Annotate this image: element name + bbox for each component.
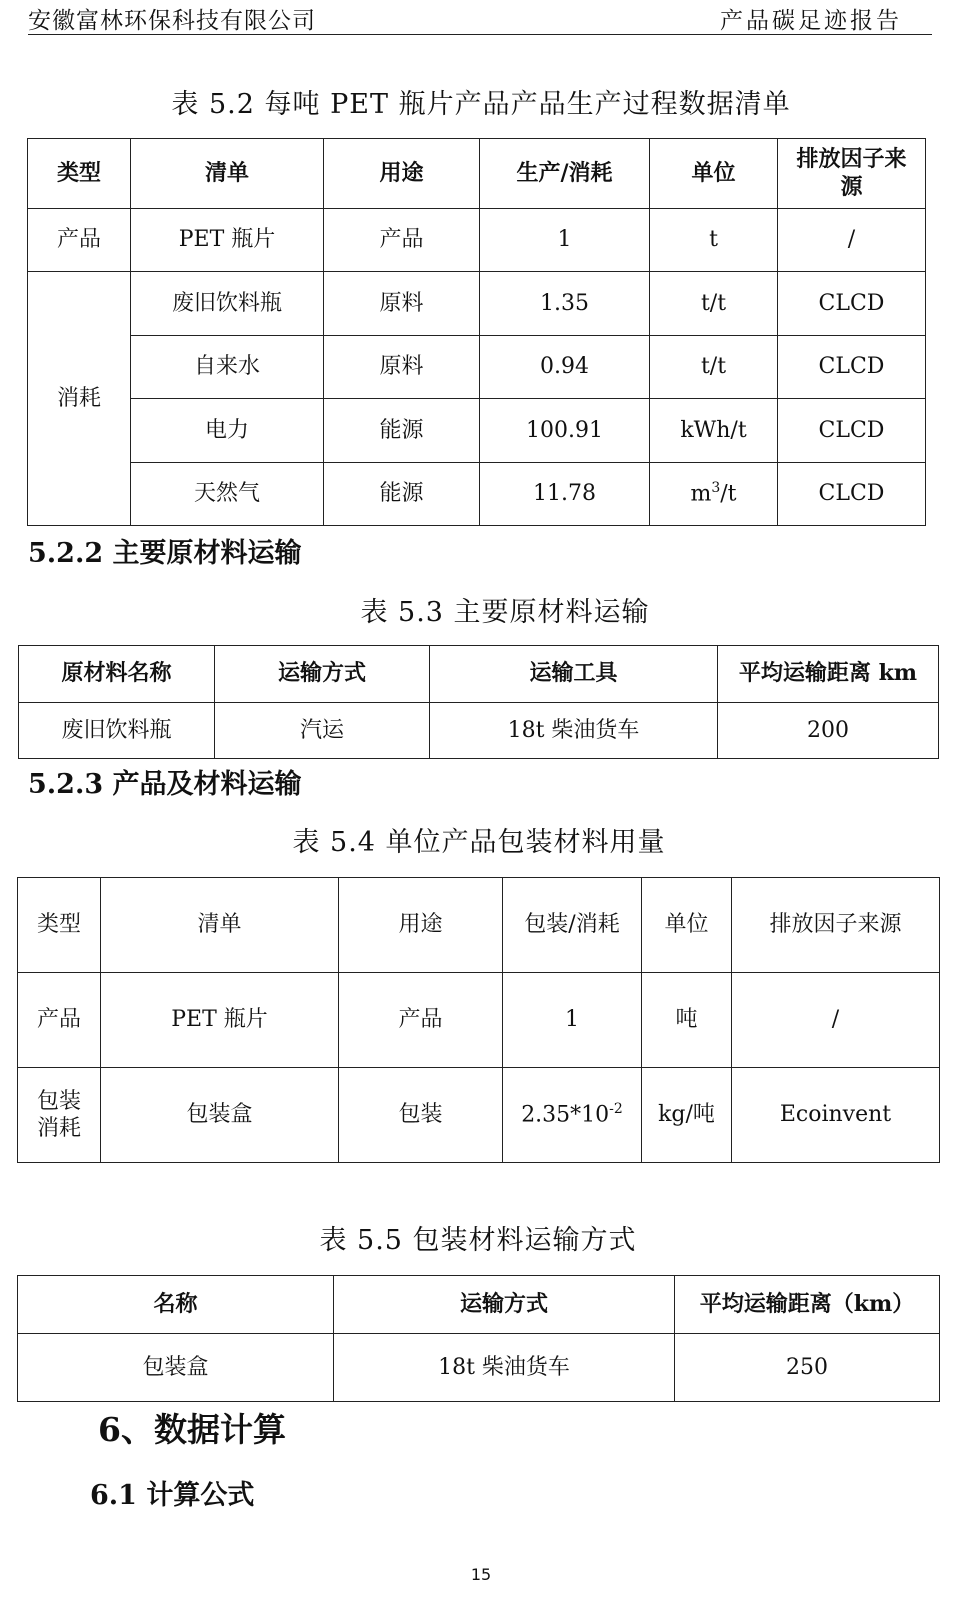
cell: 1.35 [480, 272, 650, 336]
header-cell: 运输工具 [430, 646, 718, 703]
cell: kWh/t [650, 399, 778, 463]
cell: 原料 [324, 272, 480, 336]
cell: 产品 [324, 209, 480, 272]
cell: Ecoinvent [732, 1068, 940, 1163]
cell: 能源 [324, 399, 480, 463]
cell: 汽运 [215, 703, 430, 759]
cell: t/t [650, 272, 778, 336]
type-line: 包装 [36, 1088, 81, 1114]
header-cell: 用途 [339, 878, 503, 973]
cell: 废旧饮料瓶 [19, 703, 215, 759]
table-5-2 [27, 138, 926, 526]
table-5-5-caption: 表 5.5 包装材料运输方式 [319, 1225, 637, 1256]
section-6-1-heading: 6.1 计算公式 [90, 1480, 255, 1511]
header-cell: 原材料名称 [19, 646, 215, 703]
table-header-row [18, 1276, 940, 1334]
cell: 250 [675, 1334, 940, 1402]
table-row [18, 1068, 940, 1163]
header-cell: 单位 [650, 139, 778, 209]
table-row [18, 973, 940, 1068]
cell: 包装 [339, 1068, 503, 1163]
header-cell: 平均运输距离 km [718, 646, 939, 703]
cell: 天然气 [131, 463, 324, 526]
cell: 包装盒 [18, 1334, 334, 1402]
table-row [18, 1334, 940, 1402]
table-header-row [19, 646, 939, 703]
page-number: 15 [470, 1565, 492, 1584]
cell: / [778, 209, 926, 272]
header-cell: 名称 [18, 1276, 334, 1334]
cell: / [732, 973, 940, 1068]
header-cell: 类型 [28, 139, 131, 209]
cell: t [650, 209, 778, 272]
table-5-2-caption: 表 5.2 每吨 PET 瓶片产品产品生产过程数据清单 [171, 89, 791, 120]
header-cell: 清单 [101, 878, 339, 973]
header-cell: 类型 [18, 878, 101, 973]
cell: 电力 [131, 399, 324, 463]
cell: 原料 [324, 336, 480, 399]
table-5-4-caption: 表 5.4 单位产品包装材料用量 [292, 827, 666, 858]
cell: 废旧饮料瓶 [131, 272, 324, 336]
table-5-3-caption: 表 5.3 主要原材料运输 [360, 597, 650, 628]
table-header-row [18, 878, 940, 973]
cell-type [18, 1068, 101, 1163]
header-cell: 排放因子来源 [778, 139, 926, 209]
cell: 11.78 [480, 463, 650, 526]
header-cell: 排放因子来源 [732, 878, 940, 973]
header-cell: 用途 [324, 139, 480, 209]
table-row [28, 272, 926, 336]
cell: t/t [650, 336, 778, 399]
cell-unit [650, 463, 778, 526]
header-cell: 平均运输距离（km） [675, 1276, 940, 1334]
unit-tail: /t [720, 481, 737, 507]
cell: CLCD [778, 463, 926, 526]
cell: 200 [718, 703, 939, 759]
table-row [28, 209, 926, 272]
cell: 产品 [339, 973, 503, 1068]
cell: kg/吨 [642, 1068, 732, 1163]
company-name: 安徽富林环保科技有限公司 [28, 8, 316, 34]
section-5-2-2-heading: 5.2.2 主要原材料运输 [28, 538, 302, 569]
cell: CLCD [778, 272, 926, 336]
header-cell: 单位 [642, 878, 732, 973]
cell: 吨 [642, 973, 732, 1068]
cell-qty [503, 1068, 642, 1163]
cell: 18t 柴油货车 [430, 703, 718, 759]
cell: 包装盒 [101, 1068, 339, 1163]
unit-superscript: 3 [711, 480, 721, 497]
header-cell: 运输方式 [215, 646, 430, 703]
table-row [28, 399, 926, 463]
qty-superscript: -2 [609, 1101, 623, 1118]
table-5-3 [18, 645, 939, 759]
cell: 18t 柴油货车 [334, 1334, 675, 1402]
cell: 1 [480, 209, 650, 272]
table-header-row [28, 139, 926, 209]
header-cell: 运输方式 [334, 1276, 675, 1334]
table-5-5 [17, 1275, 940, 1402]
report-title: 产品碳足迹报告 [720, 8, 902, 34]
cell: PET 瓶片 [131, 209, 324, 272]
table-row [28, 463, 926, 526]
table-row [28, 336, 926, 399]
header-cell: 清单 [131, 139, 324, 209]
header-cell: 包装/消耗 [503, 878, 642, 973]
section-6-heading: 6、数据计算 [98, 1410, 286, 1449]
unit-base: m [690, 481, 712, 507]
header-divider [28, 34, 932, 35]
cell: 0.94 [480, 336, 650, 399]
cell: CLCD [778, 336, 926, 399]
cell: 1 [503, 973, 642, 1068]
table-5-4 [17, 877, 940, 1163]
section-5-2-3-heading: 5.2.3 产品及材料运输 [28, 769, 302, 800]
type-line: 消耗 [36, 1116, 81, 1141]
cell: 能源 [324, 463, 480, 526]
cell: 产品 [18, 973, 101, 1068]
cell-consume-type: 消耗 [28, 272, 131, 526]
header-cell: 生产/消耗 [480, 139, 650, 209]
table-row [19, 703, 939, 759]
qty-base: 2.35*10 [521, 1102, 610, 1128]
cell: 自来水 [131, 336, 324, 399]
cell: PET 瓶片 [101, 973, 339, 1068]
cell: CLCD [778, 399, 926, 463]
cell: 产品 [28, 209, 131, 272]
cell: 100.91 [480, 399, 650, 463]
